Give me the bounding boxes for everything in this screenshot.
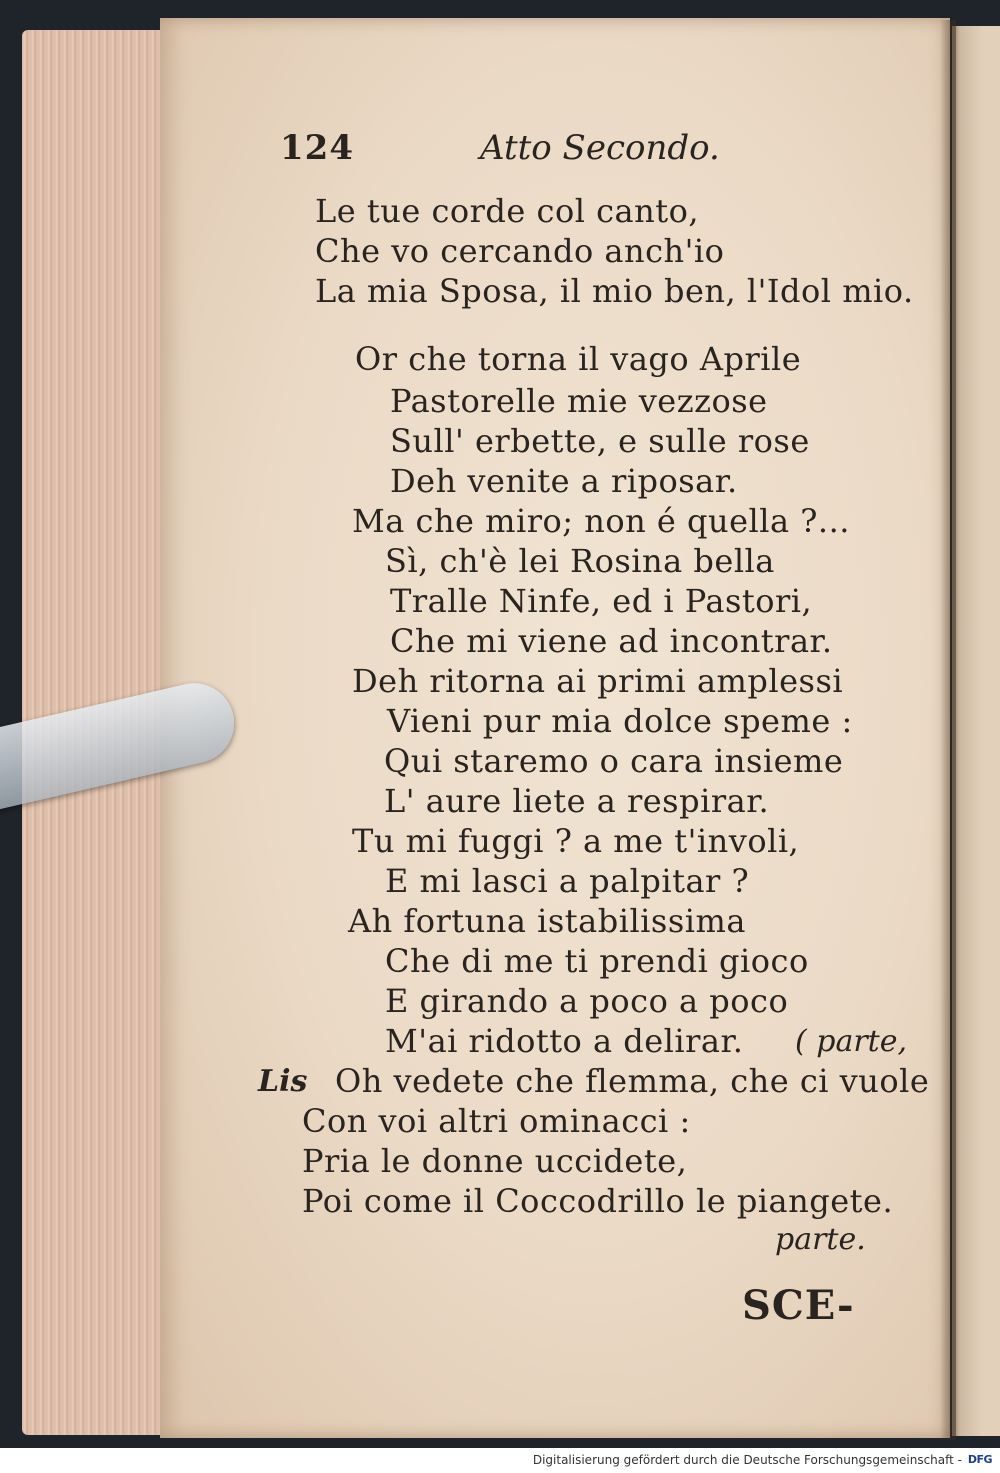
verse-line: Che di me ti prendi gioco <box>385 942 809 980</box>
stage-direction: parte. <box>775 1222 866 1257</box>
verse-line: M'ai ridotto a delirar. <box>385 1022 744 1060</box>
verse-line: E mi lasci a palpitar ? <box>385 862 750 900</box>
verse-line: Ma che miro; non é quella ?... <box>352 502 850 540</box>
verse-line: Che vo cercando anch'io <box>315 232 725 270</box>
verse-line: Tralle Ninfe, ed i Pastori, <box>390 582 813 620</box>
verse-line: E girando a poco a poco <box>385 982 789 1020</box>
footer-credit: Digitalisierung gefördert durch die Deutsche Forschungsgemeinschaft - <box>532 1453 962 1467</box>
speaker-name: Lis <box>258 1064 308 1099</box>
verse-line: L' aure liete a respirar. <box>384 782 770 820</box>
verse-line: Che mi viene ad incontrar. <box>390 622 833 660</box>
page-number: 124 <box>280 128 354 168</box>
verse-line: Sull' erbette, e sulle rose <box>390 422 810 460</box>
verse-line: Sì, ch'è lei Rosina bella <box>385 542 775 580</box>
running-head: Atto Secondo. <box>480 128 720 168</box>
verse-line: Con voi altri ominacci : <box>302 1102 691 1140</box>
verse-line: Le tue corde col canto, <box>315 192 700 230</box>
footer-bar <box>0 1448 1000 1473</box>
verse-line: Tu mi fuggi ? a me t'involi, <box>352 822 800 860</box>
verse-line: Deh ritorna ai primi amplessi <box>352 662 844 700</box>
verse-line: Oh vedete che flemma, che ci vuole <box>335 1062 930 1100</box>
stage-direction: ( parte, <box>795 1024 908 1059</box>
verse-line: Or che torna il vago Aprile <box>355 340 802 378</box>
spine-shadow <box>940 20 956 1440</box>
verse-line: Pria le donne uccidete, <box>302 1142 688 1180</box>
verse-line: Qui staremo o cara insieme <box>384 742 844 780</box>
facing-page <box>952 26 1000 1436</box>
verse-line: Ah fortuna istabilissima <box>348 902 746 940</box>
catchword: SCE- <box>742 1282 855 1329</box>
verse-line: Poi come il Coccodrillo le piangete. <box>302 1182 894 1220</box>
verse-line: Vieni pur mia dolce speme : <box>387 702 853 740</box>
dfg-logo-icon: DFG <box>967 1453 993 1466</box>
verse-line: La mia Sposa, il mio ben, l'Idol mio. <box>315 272 914 310</box>
verse-line: Deh venite a riposar. <box>390 462 738 500</box>
verse-line: Pastorelle mie vezzose <box>390 382 768 420</box>
page-header <box>280 128 720 170</box>
